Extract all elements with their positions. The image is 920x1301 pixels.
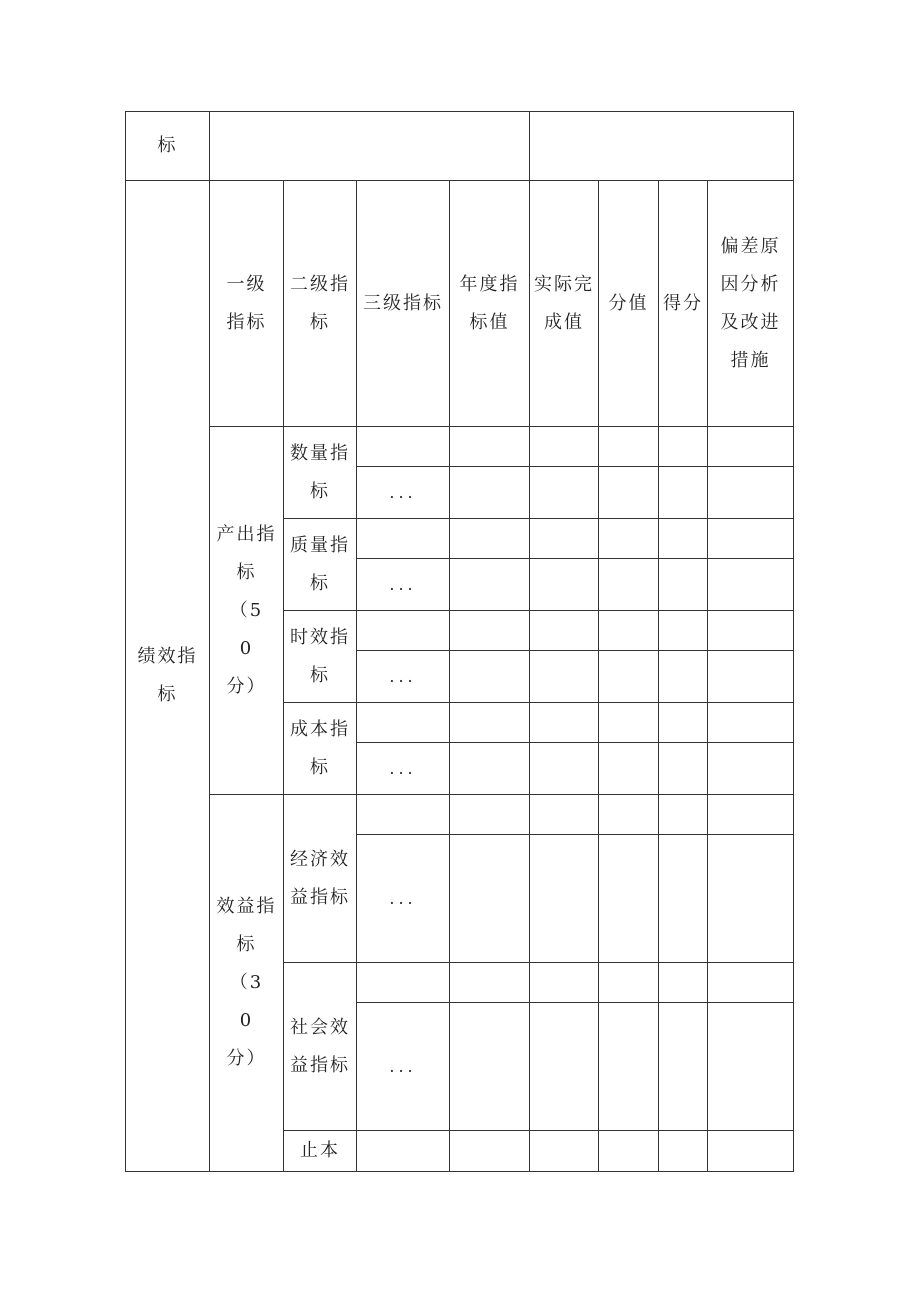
input-cell[interactable] [357,611,450,651]
header-score-obtained: 得分 [659,181,708,427]
input-cell[interactable] [530,559,599,611]
header-level2: 二级指标 [284,181,357,427]
sub-indicator-timeliness: 时效指标 [284,611,357,703]
input-cell[interactable] [708,795,794,835]
input-cell[interactable] [708,703,794,743]
input-cell[interactable] [450,1131,530,1172]
placeholder-cell[interactable]: ... [357,467,450,519]
input-cell[interactable] [659,835,708,963]
input-cell[interactable] [357,519,450,559]
placeholder-cell[interactable]: ... [357,559,450,611]
input-cell[interactable] [708,611,794,651]
input-cell[interactable] [530,467,599,519]
benefit-group-cell: 效益指标 （30分） [210,795,284,1172]
input-cell[interactable] [530,611,599,651]
input-cell[interactable] [659,559,708,611]
header-level1: 一级指标 [210,181,284,427]
input-cell[interactable] [530,963,599,1003]
input-cell[interactable] [450,651,530,703]
input-cell[interactable] [357,427,450,467]
input-cell[interactable] [450,963,530,1003]
sub-indicator-social: 社会效益指标 [284,963,357,1131]
input-cell[interactable] [530,703,599,743]
sub-indicator-quantity: 数量指标 [284,427,357,519]
input-cell[interactable] [659,427,708,467]
input-cell[interactable] [450,1003,530,1131]
placeholder-cell[interactable]: ... [357,1003,450,1131]
input-cell[interactable] [357,703,450,743]
input-cell[interactable] [599,963,659,1003]
input-cell[interactable] [599,651,659,703]
sub-indicator-cutoff: 止本 [284,1131,357,1172]
header-level3: 三级指标 [357,181,450,427]
top-row-extra-cell[interactable] [530,112,794,181]
top-row-label: 标 [126,112,210,181]
input-cell[interactable] [659,963,708,1003]
input-cell[interactable] [599,467,659,519]
input-cell[interactable] [450,559,530,611]
input-cell[interactable] [530,651,599,703]
input-cell[interactable] [599,519,659,559]
input-cell[interactable] [659,611,708,651]
input-cell[interactable] [450,703,530,743]
placeholder-cell[interactable]: ... [357,651,450,703]
header-score-value: 分值 [599,181,659,427]
input-cell[interactable] [659,1131,708,1172]
input-cell[interactable] [599,1131,659,1172]
input-cell[interactable] [599,1003,659,1131]
input-cell[interactable] [659,651,708,703]
input-cell[interactable] [708,1003,794,1131]
input-cell[interactable] [659,519,708,559]
input-cell[interactable] [450,611,530,651]
performance-indicator-table [125,111,794,1172]
input-cell[interactable] [530,519,599,559]
input-cell[interactable] [599,795,659,835]
input-cell[interactable] [659,703,708,743]
sub-indicator-economic: 经济效益指标 [284,795,357,963]
top-row-value-cell[interactable] [210,112,530,181]
sub-indicator-quality: 质量指标 [284,519,357,611]
input-cell[interactable] [659,795,708,835]
header-annual-target: 年度指标值 [450,181,530,427]
input-cell[interactable] [599,427,659,467]
input-cell[interactable] [450,467,530,519]
input-cell[interactable] [708,427,794,467]
input-cell[interactable] [659,743,708,795]
input-cell[interactable] [708,467,794,519]
input-cell[interactable] [599,611,659,651]
header-actual-value: 实际完成值 [530,181,599,427]
input-cell[interactable] [708,1131,794,1172]
input-cell[interactable] [708,835,794,963]
input-cell[interactable] [530,795,599,835]
input-cell[interactable] [530,835,599,963]
placeholder-cell[interactable]: ... [357,835,450,963]
input-cell[interactable] [357,963,450,1003]
input-cell[interactable] [357,1131,450,1172]
input-cell[interactable] [708,519,794,559]
input-cell[interactable] [708,651,794,703]
input-cell[interactable] [708,963,794,1003]
section-label-cell: 绩效指标 [126,181,210,1172]
input-cell[interactable] [450,835,530,963]
input-cell[interactable] [708,743,794,795]
input-cell[interactable] [708,559,794,611]
input-cell[interactable] [357,795,450,835]
input-cell[interactable] [659,1003,708,1131]
output-group-cell: 产出指标 （50分） [210,427,284,795]
input-cell[interactable] [599,743,659,795]
input-cell[interactable] [450,519,530,559]
sub-indicator-cost: 成本指标 [284,703,357,795]
header-deviation: 偏差原因分析及改进措施 [708,181,794,427]
input-cell[interactable] [599,703,659,743]
input-cell[interactable] [530,1131,599,1172]
input-cell[interactable] [530,743,599,795]
input-cell[interactable] [450,795,530,835]
input-cell[interactable] [530,427,599,467]
input-cell[interactable] [450,743,530,795]
placeholder-cell[interactable]: ... [357,743,450,795]
input-cell[interactable] [530,1003,599,1131]
input-cell[interactable] [599,835,659,963]
input-cell[interactable] [659,467,708,519]
input-cell[interactable] [450,427,530,467]
input-cell[interactable] [599,559,659,611]
